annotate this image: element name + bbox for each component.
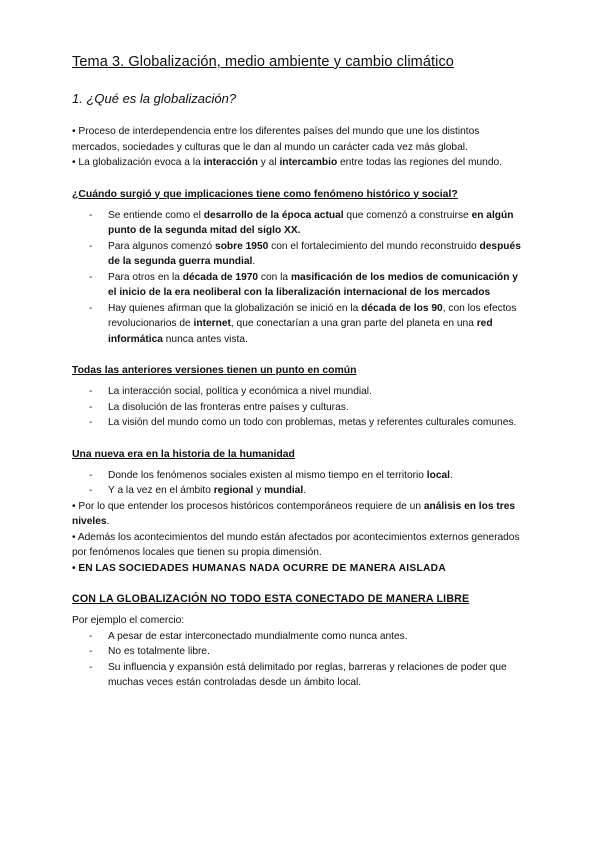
connected-intro: Por ejemplo el comercio: (72, 615, 185, 626)
connected-list (72, 629, 528, 691)
intro-paragraph-1: • Proceso de interdependencia entre los diferentes países del mundo que une los distintos mercados, sociedades y culturas que le dan al mundo un carácter cada vez más global. (72, 126, 480, 153)
list-item: - Donde los fenómenos sociales existen al mismo tiempo en el territorio local. (72, 468, 528, 484)
list-item: - A pesar de estar interconectado mundialmente como nunca antes. (72, 629, 528, 645)
common-list (72, 384, 528, 431)
list-item: - Su influencia y expansión está delimitado por reglas, barreras y relaciones de poder que muchas veces están controladas desde un ámbito local. (72, 660, 528, 691)
origins-heading: ¿Cuándo surgió y que implicaciones tiene como fenómeno histórico y social? (72, 188, 458, 200)
list-item: - Se entiende como el desarrollo de la época actual que comenzó a construirse en algún punto de la segunda mitad del siglo XX. (72, 208, 528, 239)
common-heading: Todas las anteriores versiones tienen un punto en común (72, 365, 357, 376)
document-page (72, 52, 528, 691)
list-item: - La interacción social, política y económica a nivel mundial. (72, 384, 528, 400)
new-era-paragraph-3: • EN LAS SOCIEDADES HUMANAS NADA OCURRE DE MANERA AISLADA (72, 562, 446, 574)
list-item: - Hay quienes afirman que la globalización se inició en la década de los 90, con los efectos revolucionarios de internet, que conectarían a una gran parte del planeta en una red informática nunca antes vista. (72, 301, 528, 348)
new-era-paragraph-2: • Además los acontecimientos del mundo están afectados por acontecimientos externos generados por fenómenos locales que tienen su propia dimensión. (72, 531, 520, 558)
section-1-title: 1. ¿Qué es la globalización? (72, 91, 237, 106)
origins-list (72, 208, 528, 348)
list-item: - Para otros en la década de 1970 con la masificación de los medios de comunicación y el inicio de la era neoliberal con la liberalización internacional de los mercados (72, 270, 528, 301)
list-item: - No es totalmente libre. (72, 644, 528, 660)
new-era-list (72, 468, 528, 499)
new-era-paragraph-1: • Por lo que entender los procesos históricos contemporáneos requiere de un análisis en los tres niveles. (72, 500, 516, 527)
intro-paragraph-2: • La globalización evoca a la interacción y al intercambio entre todas las regiones del mundo. (72, 157, 502, 168)
document-title: Tema 3. Globalización, medio ambiente y cambio climático (72, 54, 454, 70)
list-item: - La visión del mundo como un todo con problemas, metas y referentes culturales comunes. (72, 415, 528, 431)
list-item: - Y a la vez en el ámbito regional y mundial. (72, 483, 528, 499)
connected-heading: CON LA GLOBALIZACIÓN NO TODO ESTA CONECTADO DE MANERA LIBRE (72, 593, 470, 605)
list-item: - Para algunos comenzó sobre 1950 con el fortalecimiento del mundo reconstruido después de la segunda guerra mundial. (72, 239, 528, 270)
new-era-heading: Una nueva era en la historia de la humanidad (72, 448, 295, 460)
list-item: - La disolución de las fronteras entre países y culturas. (72, 400, 528, 416)
